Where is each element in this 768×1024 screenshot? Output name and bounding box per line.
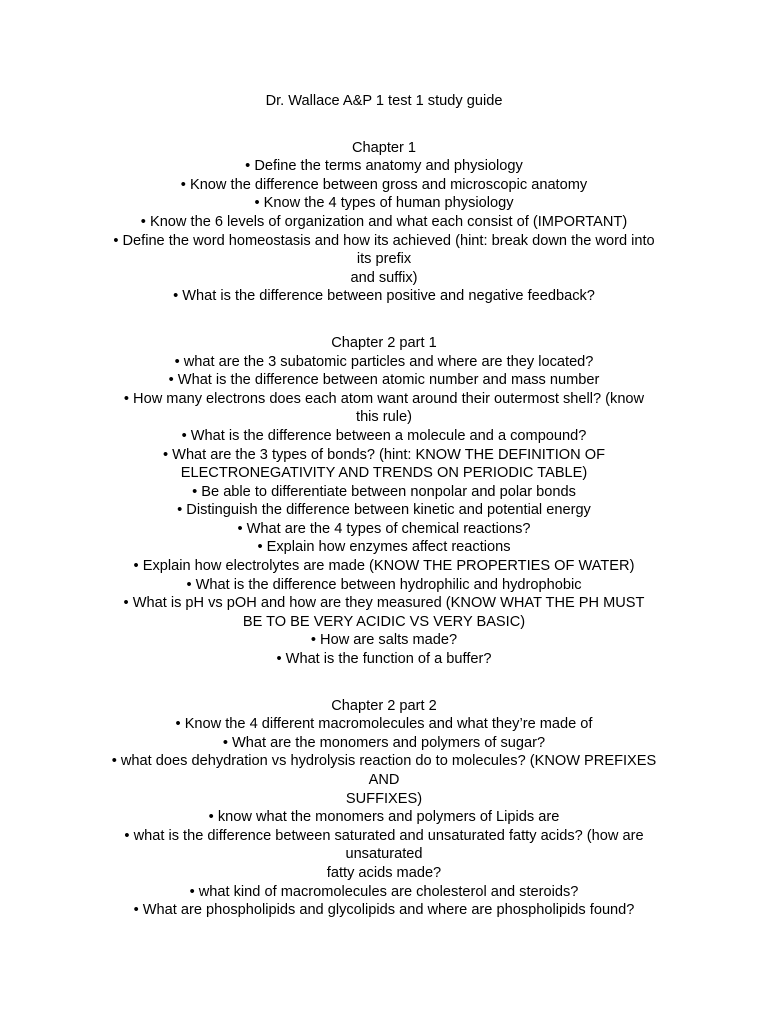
bullet-item <box>0 157 768 176</box>
bullet-item-line: • What is the difference between hydrophilic and hydrophobic <box>186 576 582 593</box>
bullet-item-line: • Explain how electrolytes are made (KNOW THE PROPERTIES OF WATER) <box>133 558 635 575</box>
bullet-item <box>0 232 768 288</box>
bullet-item-line: • Define the terms anatomy and physiology <box>245 158 523 175</box>
study-guide-page <box>0 92 768 948</box>
chapter-section <box>0 334 768 669</box>
bullet-item <box>0 371 768 390</box>
bullet-item-line: unsaturated <box>345 846 423 863</box>
bullet-item-line: • What are the 3 types of bonds? (hint: KNOW THE DEFINITION OF <box>163 446 605 463</box>
bullet-item-line: • What is the difference between atomic number and mass number <box>168 372 600 389</box>
bullet-item <box>0 901 768 920</box>
bullet-item-line: BE TO BE VERY ACIDIC VS VERY BASIC) <box>242 613 526 630</box>
bullet-item <box>0 287 768 306</box>
bullet-item-line: • Know the 4 types of human physiology <box>254 195 514 212</box>
bullet-item <box>0 483 768 502</box>
chapter-section <box>0 697 768 920</box>
bullet-item <box>0 353 768 372</box>
bullet-item-line: • What are phospholipids and glycolipids and where are phospholipids found? <box>133 902 635 919</box>
bullet-item <box>0 752 768 808</box>
bullet-item-line: • What is the difference between a molecule and a compound? <box>181 427 587 444</box>
bullet-item <box>0 594 768 631</box>
bullet-item-line: • What is the function of a buffer? <box>276 651 492 668</box>
bullet-item-line: fatty acids made? <box>326 864 442 881</box>
bullet-item-line: ELECTRONEGATIVITY AND TRENDS ON PERIODIC TABLE) <box>180 465 588 482</box>
bullet-item-line: • What is pH vs pOH and how are they measured (KNOW WHAT THE PH MUST <box>123 595 645 612</box>
bullet-item-line: • what are the 3 subatomic particles and where are they located? <box>174 353 594 370</box>
bullet-item-line: AND <box>368 772 400 788</box>
bullet-item-line: • What are the 4 types of chemical reactions? <box>237 520 531 537</box>
bullet-item <box>0 213 768 232</box>
bullet-item <box>0 427 768 446</box>
bullet-item <box>0 631 768 650</box>
bullet-item <box>0 501 768 520</box>
bullet-item-line: this rule) <box>356 409 412 426</box>
bullet-item <box>0 715 768 734</box>
bullet-item-line: • What are the monomers and polymers of sugar? <box>222 734 546 751</box>
bullet-item <box>0 883 768 902</box>
bullet-item-line: • Know the 4 different macromolecules and what they’re made of <box>175 716 593 733</box>
bullet-item-line: • Know the difference between gross and microscopic anatomy <box>180 176 588 193</box>
bullet-item <box>0 520 768 539</box>
bullet-item-line: • Know the 6 levels of organization and what each consist of (IMPORTANT) <box>140 213 628 230</box>
bullet-item-line: • know what the monomers and polymers of Lipids are <box>208 809 560 826</box>
bullet-item <box>0 538 768 557</box>
bullet-item-line: • what is the difference between saturated and unsaturated fatty acids? (how are <box>124 827 644 844</box>
chapter-section <box>0 139 768 306</box>
chapter-heading: Chapter 1 <box>351 139 417 156</box>
chapter-heading: Chapter 2 part 1 <box>331 334 437 351</box>
bullet-item <box>0 576 768 595</box>
bullet-item <box>0 176 768 195</box>
bullet-item-line: • what kind of macromolecules are cholesterol and steroids? <box>189 883 579 900</box>
bullet-item <box>0 194 768 213</box>
bullet-item-line: • what does dehydration vs hydrolysis reaction do to molecules? (KNOW PREFIXES <box>111 753 657 770</box>
bullet-item-line: • Define the word homeostasis and how its achieved (hint: break down the word into <box>113 232 655 249</box>
bullet-item <box>0 390 768 427</box>
bullet-item <box>0 808 768 827</box>
bullet-item-line: • Explain how enzymes affect reactions <box>257 539 511 556</box>
bullet-item-line: its prefix <box>356 251 412 268</box>
bullet-item <box>0 446 768 483</box>
bullet-item-line: • Distinguish the difference between kinetic and potential energy <box>177 502 591 519</box>
bullet-item <box>0 734 768 753</box>
bullet-item <box>0 650 768 669</box>
bullet-item-line: SUFFIXES) <box>345 790 423 807</box>
bullet-item <box>0 827 768 883</box>
bullet-item-line: • Be able to differentiate between nonpolar and polar bonds <box>192 483 576 500</box>
sections-container <box>0 139 768 920</box>
bullet-item <box>0 557 768 576</box>
document-title: Dr. Wallace A&P 1 test 1 study guide <box>265 93 503 109</box>
chapter-heading: Chapter 2 part 2 <box>331 697 437 714</box>
bullet-item-line: • What is the difference between positive and negative feedback? <box>173 288 595 305</box>
bullet-item-line: and suffix) <box>350 269 418 286</box>
bullet-item-line: • How many electrons does each atom want around their outermost shell? (know <box>123 390 645 407</box>
bullet-item-line: • How are salts made? <box>310 632 458 649</box>
